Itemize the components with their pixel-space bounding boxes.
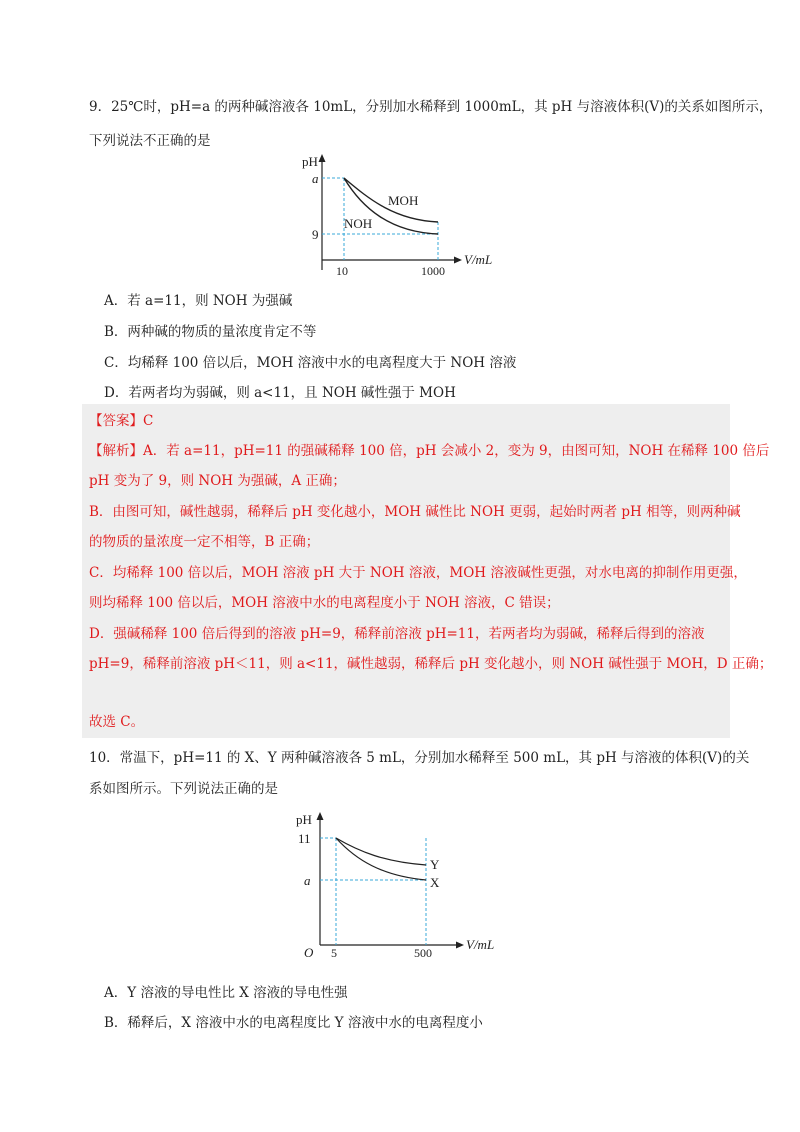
q10-option-a: A．Y 溶液的导电性比 X 溶液的导电性强 bbox=[104, 985, 348, 1001]
q9-stem-line2: 下列说法不正确的是 bbox=[89, 133, 211, 149]
q10-ylabel: pH bbox=[296, 812, 312, 827]
analysis-line: D．强碱稀释 100 倍后得到的溶液 pH=9，稀释前溶液 pH=11，若两者均为弱碱，稀释后得到的溶液 bbox=[89, 626, 705, 642]
q9-x-arrow bbox=[454, 257, 462, 264]
q10-ytick-a: a bbox=[304, 873, 311, 888]
q9-xtick-10: 10 bbox=[336, 264, 348, 278]
q10-y-arrow bbox=[317, 812, 324, 820]
q9-xtick-1000: 1000 bbox=[421, 264, 445, 278]
analysis-line: 【解析】A．若 a=11，pH=11 的强碱稀释 100 倍，pH 会减小 2，变为 9，由图可知，NOH 在稀释 100 倍后 bbox=[89, 443, 770, 459]
q9-label-noh: NOH bbox=[344, 216, 373, 231]
analysis-line: 则均稀释 100 倍以后，MOH 溶液中水的电离程度小于 NOH 溶液，C 错误； bbox=[89, 595, 560, 611]
analysis-line: 故选 C。 bbox=[89, 714, 145, 730]
q9-option-c: C．均稀释 100 倍以后，MOH 溶液中水的电离程度大于 NOH 溶液 bbox=[104, 355, 517, 371]
q10-figure bbox=[290, 800, 550, 965]
q9-xlabel: V/mL bbox=[464, 252, 493, 267]
q9-ylabel: pH bbox=[302, 154, 318, 169]
q9-label-moh: MOH bbox=[388, 193, 419, 208]
q10-label-x: X bbox=[430, 875, 440, 890]
q9-figure bbox=[290, 148, 530, 278]
analysis-line: B．由图可知，碱性越弱，稀释后 pH 变化越小，MOH 碱性比 NOH 更弱，起始时两者 pH 相等，则两种碱 bbox=[89, 504, 741, 520]
q9-option-d: D．若两者均为弱碱，则 a<11，且 NOH 碱性强于 MOH bbox=[104, 385, 456, 401]
analysis-line: 的物质的量浓度一定不相等，B 正确； bbox=[89, 534, 320, 550]
q10-xtick-500: 500 bbox=[414, 946, 432, 960]
q10-curve-x bbox=[336, 838, 426, 880]
q9-option-b: B．两种碱的物质的量浓度肯定不等 bbox=[104, 324, 317, 340]
q9-stem-line1: 9．25℃时，pH=a 的两种碱溶液各 10mL，分别加水稀释到 1000mL，其 pH 与溶液体积(V)的关系如图所示， bbox=[89, 99, 773, 115]
q9-ytick-9: 9 bbox=[312, 227, 319, 242]
q10-origin: O bbox=[304, 945, 314, 960]
q9-y-arrow bbox=[319, 154, 326, 162]
q9-ytick-a: a bbox=[312, 171, 319, 186]
q10-ytick-11: 11 bbox=[298, 831, 311, 846]
q10-x-arrow bbox=[456, 942, 464, 949]
q10-stem-line1: 10．常温下，pH=11 的 X、Y 两种碱溶液各 5 mL，分别加水稀释至 500 mL，其 pH 与溶液的体积(V)的关 bbox=[89, 750, 750, 766]
q10-label-y: Y bbox=[430, 857, 440, 872]
q9-answer: 【答案】C bbox=[89, 413, 154, 429]
q9-option-a: A．若 a=11，则 NOH 为强碱 bbox=[104, 293, 293, 309]
analysis-line: pH=9，稀释前溶液 pH＜11，则 a<11，碱性越弱，稀释后 pH 变化越小，则 NOH 碱性强于 MOH，D 正确； bbox=[89, 656, 773, 672]
analysis-line: pH 变为了 9，则 NOH 为强碱，A 正确； bbox=[89, 473, 346, 489]
q10-xtick-5: 5 bbox=[331, 946, 337, 960]
q10-option-b: B．稀释后，X 溶液中水的电离程度比 Y 溶液中水的电离程度小 bbox=[104, 1015, 483, 1031]
analysis-line: C．均稀释 100 倍以后，MOH 溶液 pH 大于 NOH 溶液，MOH 溶液碱性更强，对水电离的抑制作用更强， bbox=[89, 565, 747, 581]
q10-stem-line2: 系如图所示。下列说法正确的是 bbox=[89, 781, 278, 797]
q10-xlabel: V/mL bbox=[466, 937, 495, 952]
